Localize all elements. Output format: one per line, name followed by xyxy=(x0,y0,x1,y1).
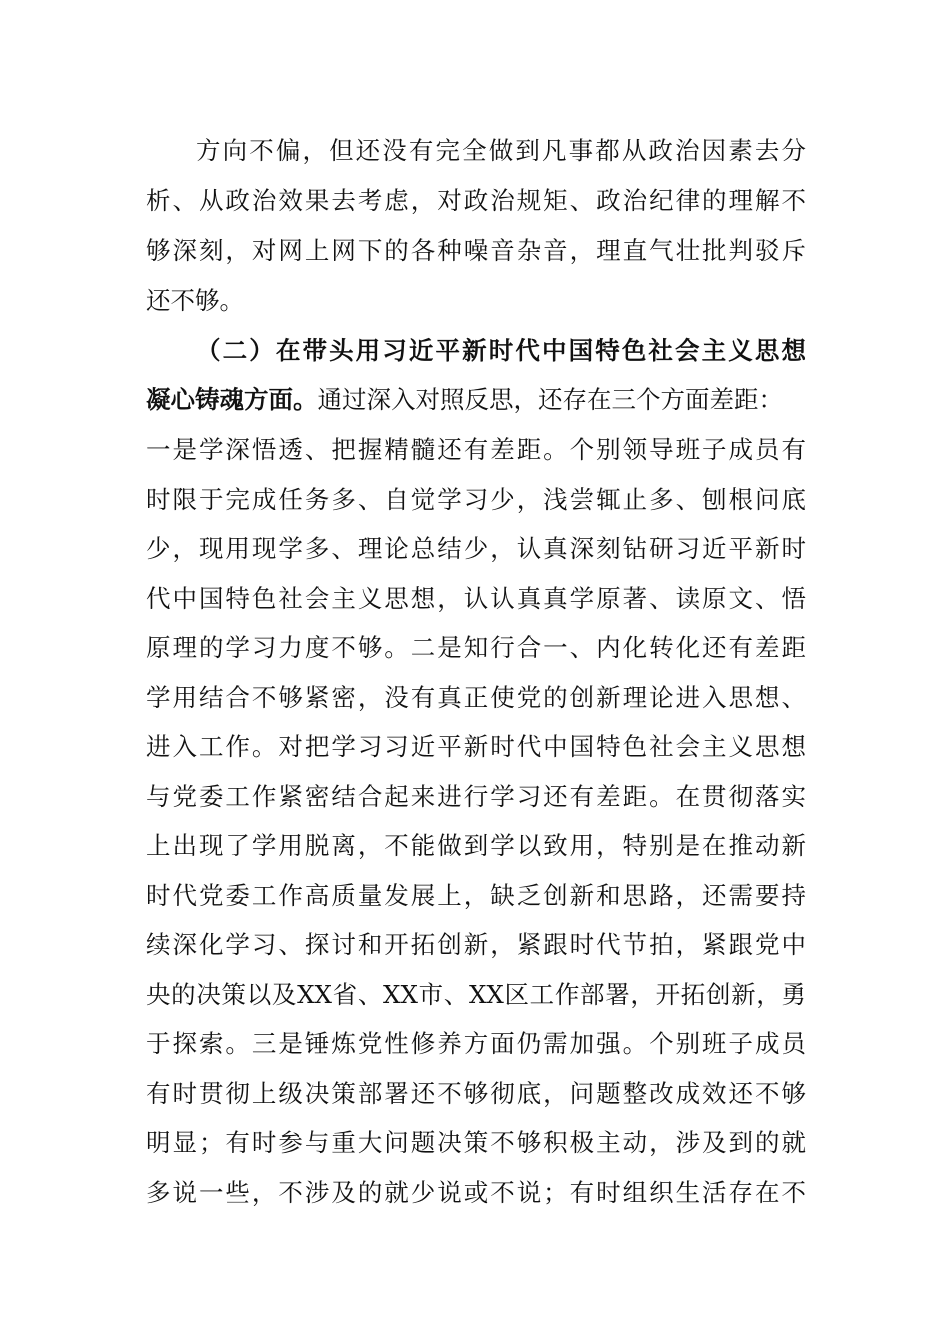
paragraph-line: 还不够。 xyxy=(146,286,244,315)
paragraph-line: 时限于完成任务多、自觉学习少，浅尝辄止多、刨根问底 xyxy=(146,485,806,514)
paragraph-line: 有时贯彻上级决策部署还不够彻底，问题整改成效还不够 xyxy=(146,1079,806,1108)
paragraph-line: 方向不偏，但还没有完全做到凡事都从政治因素去分 xyxy=(196,136,806,165)
paragraph-text-start: 通过深入对照反思，还存在三个方面差距： xyxy=(317,385,783,414)
paragraph-line: 原理的学习力度不够。二是知行合一、内化转化还有差距 xyxy=(146,633,806,662)
paragraph-line: 明显；有时参与重大问题决策不够积极主动，涉及到的就 xyxy=(146,1128,806,1157)
paragraph-line: 央的决策以及XX省、XX市、XX区工作部署，开拓创新，勇 xyxy=(146,980,806,1009)
paragraph-line: 析、从政治效果去考虑，对政治规矩、政治纪律的理解不 xyxy=(146,186,806,215)
section-heading-line: （二）在带头用习近平新时代中国特色社会主义思想 xyxy=(196,336,806,365)
paragraph-line: 进入工作。对把学习习近平新时代中国特色社会主义思想 xyxy=(146,732,806,761)
paragraph-line: 续深化学习、探讨和开拓创新，紧跟时代节拍，紧跟党中 xyxy=(146,930,806,959)
section-heading-tail: 凝心铸魂方面。 xyxy=(146,385,318,414)
paragraph-line: 多说一些，不涉及的就少说或不说；有时组织生活存在不 xyxy=(146,1178,806,1207)
section-heading-line-2 xyxy=(146,375,806,425)
paragraph-line: 够深刻，对网上网下的各种噪音杂音，理直气壮批判驳斥 xyxy=(146,236,806,265)
paragraph-line: 时代党委工作高质量发展上，缺乏创新和思路，还需要持 xyxy=(146,881,806,910)
paragraph-line: 上出现了学用脱离，不能做到学以致用，特别是在推动新 xyxy=(146,831,806,860)
paragraph-line: 代中国特色社会主义思想，认认真真学原著、读原文、悟 xyxy=(146,584,806,613)
paragraph-line: 于探索。三是锤炼党性修养方面仍需加强。个别班子成员 xyxy=(146,1029,806,1058)
paragraph-line: 学用结合不够紧密，没有真正使党的创新理论进入思想、 xyxy=(146,683,806,712)
paragraph-line: 少，现用现学多、理论总结少，认真深刻钻研习近平新时 xyxy=(146,534,806,563)
paragraph-line: 一是学深悟透、把握精髓还有差距。个别领导班子成员有 xyxy=(146,435,806,464)
paragraph-line: 与党委工作紧密结合起来进行学习还有差距。在贯彻落实 xyxy=(146,782,806,811)
